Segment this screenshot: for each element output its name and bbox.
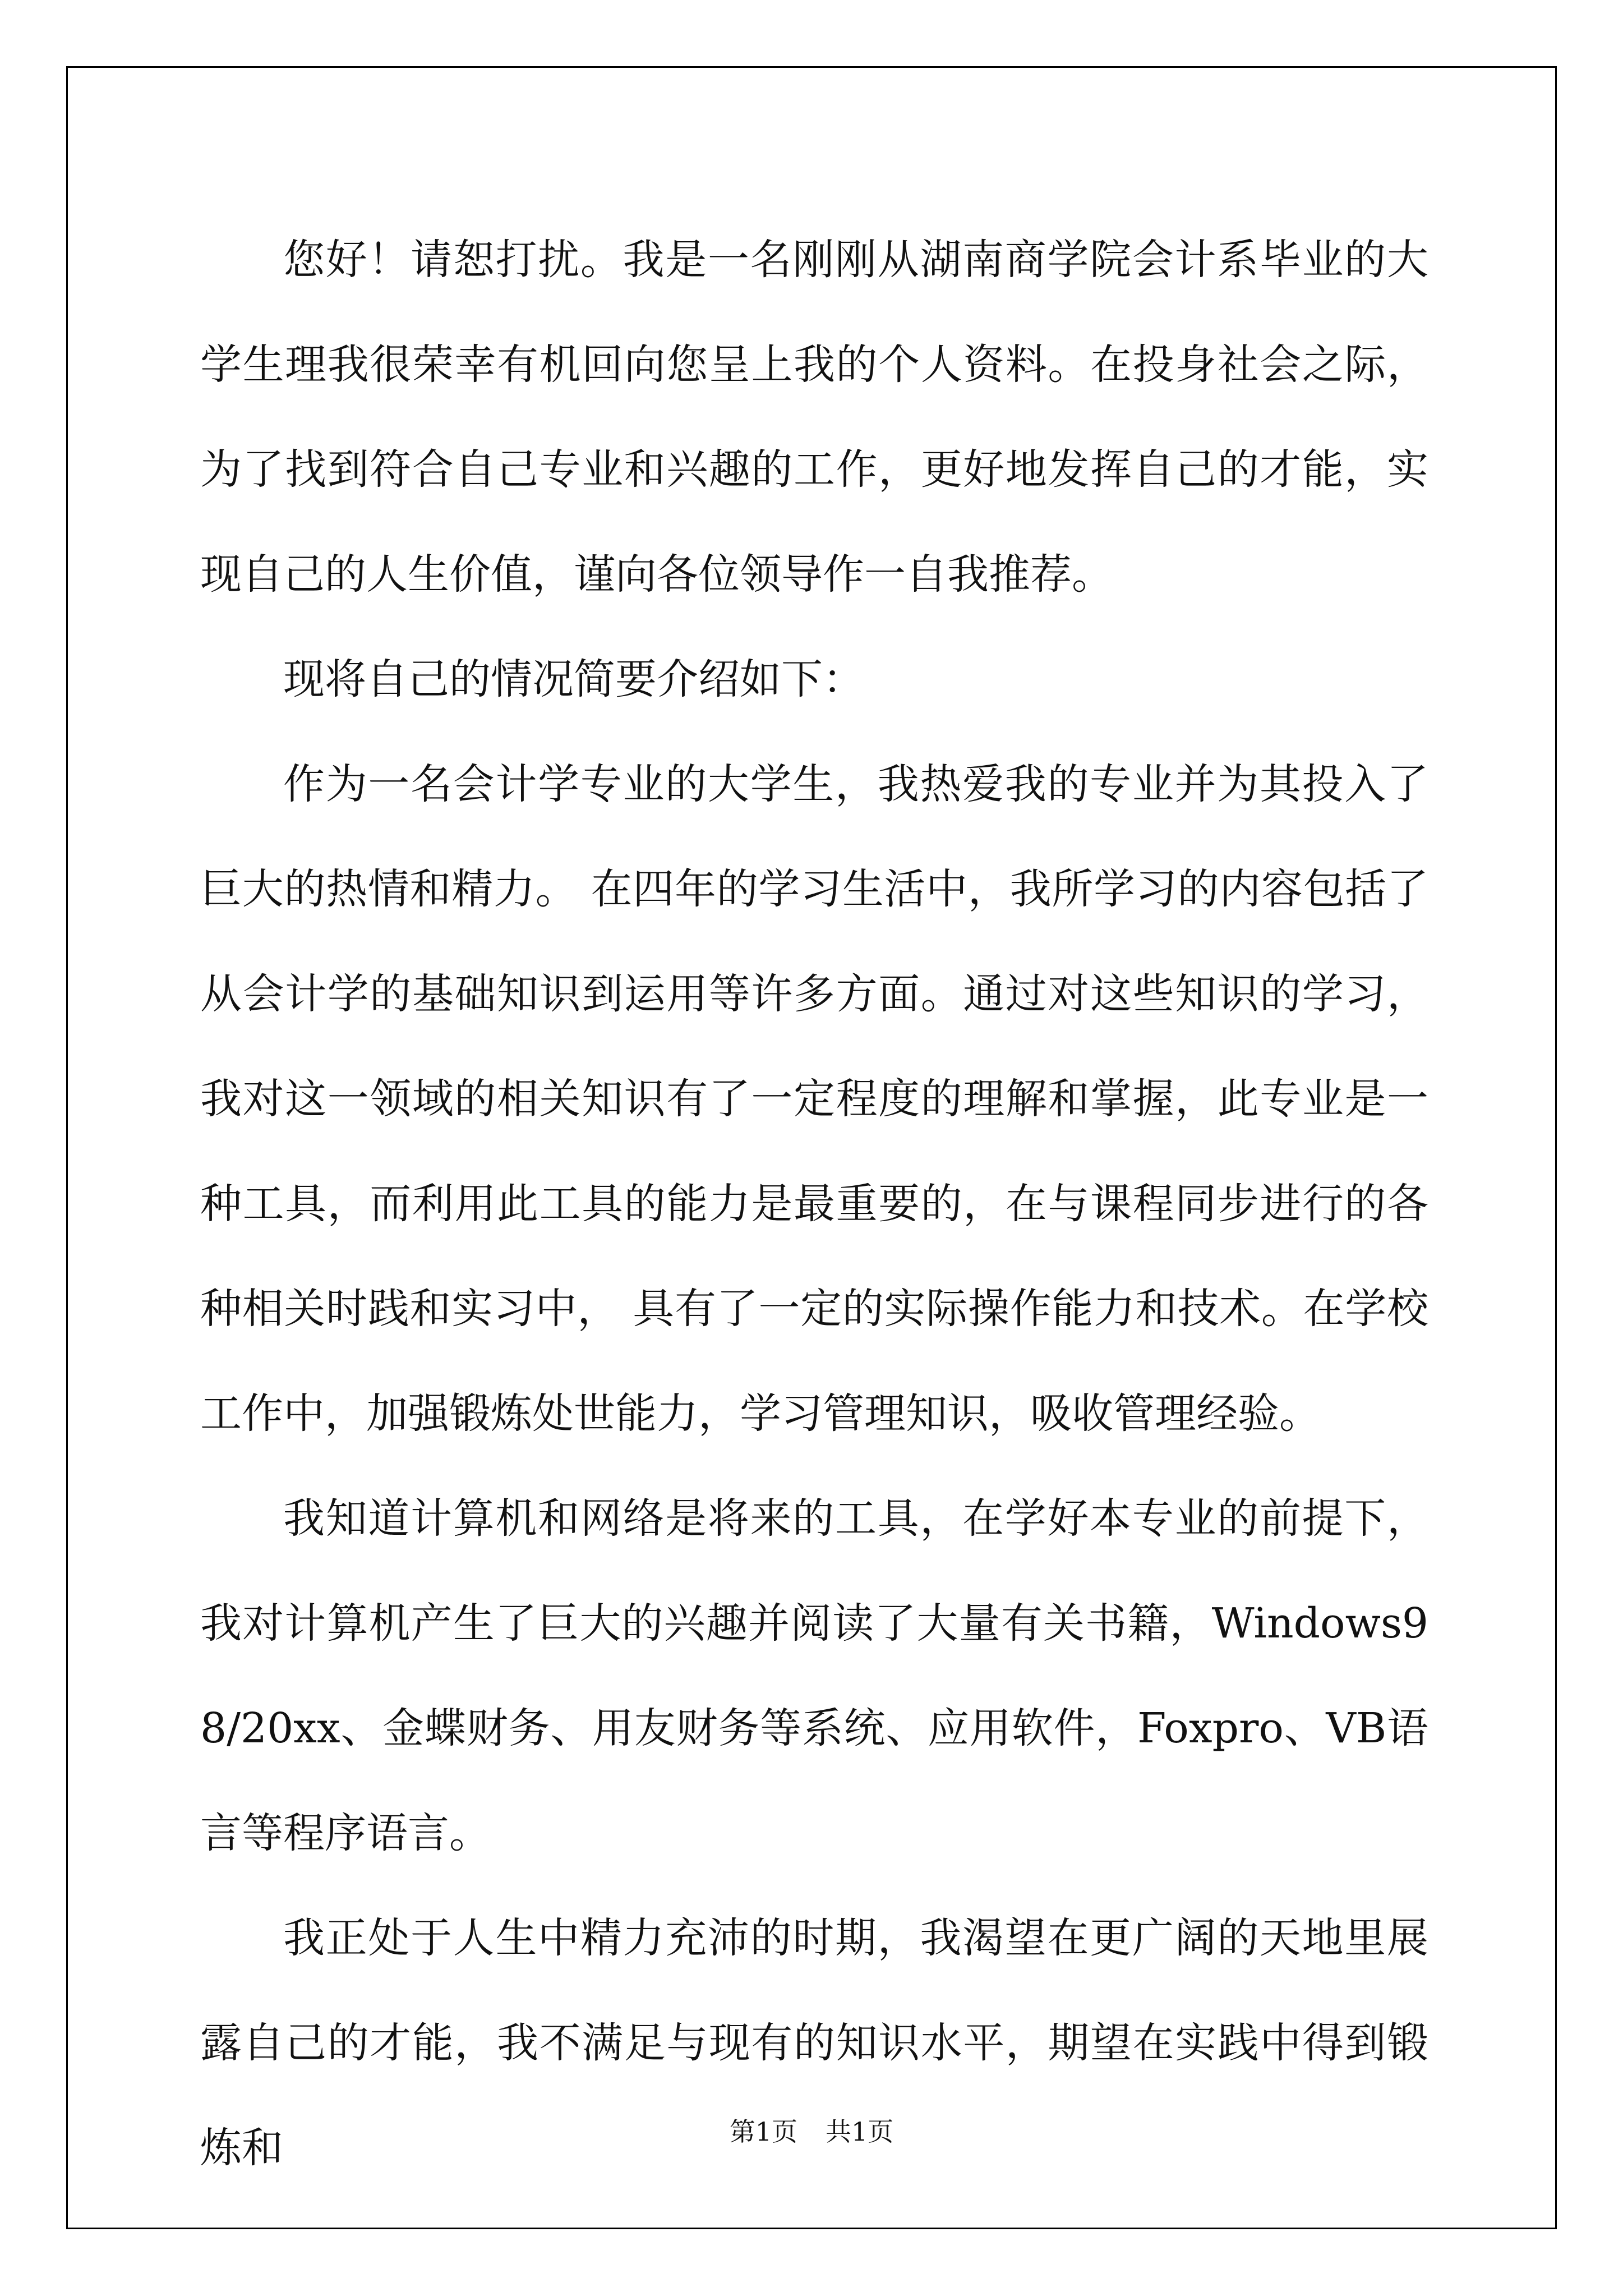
page-number-current: 第1页 <box>729 2116 797 2147</box>
paragraph-greeting: 您好！请恕打扰。我是一名刚刚从湖南商学院会计系毕业的大学生理我很荣幸有机回向您呈上我的个人资料。在投身社会之际，为了找到符合自己专业和兴趣的工作，更好地发挥自己的才能，实现自己的人生价值，谨向各位领导作一自我推荐。 <box>200 236 1428 599</box>
document-body <box>200 208 1428 2201</box>
paragraph-intro: 现将自己的情况简要介绍如下： <box>283 655 864 703</box>
paragraph-computer-skills: 我知道计算机和网络是将来的工具，在学好本专业的前提下，我对计算机产生了巨大的兴趣并阅读了大量有关书籍，Windows98/20xx、金蝶财务、用友财务等系统、应用软件，Foxpro、VB语言等程序语言。 <box>200 1494 1428 1857</box>
page-footer <box>0 2115 1623 2148</box>
paragraph-aspiration: 我正处于人生中精力充沛的时期，我渴望在更广阔的天地里展露自己的才能，我不满足与现有的知识水平，期望在实践中得到锻炼和 <box>200 1914 1428 2172</box>
page-number-total: 共1页 <box>826 2116 894 2147</box>
paragraph-major: 作为一名会计学专业的大学生，我热爱我的专业并为其投入了巨大的热情和精力。 在四年的学习生活中，我所学习的内容包括了从会计学的基础知识到运用等许多方面。通过对这些知识的学习，我对这一领域的相关知识有了一定程度的理解和掌握，此专业是一种工具，而利用此工具的能力是最重要的，在与课程同步进行的各种相关时践和实习中， 具有了一定的实际操作能力和技术。在学校工作中，加强锻炼处世能力，学习管理知识，吸收管理经验。 <box>200 760 1428 1438</box>
